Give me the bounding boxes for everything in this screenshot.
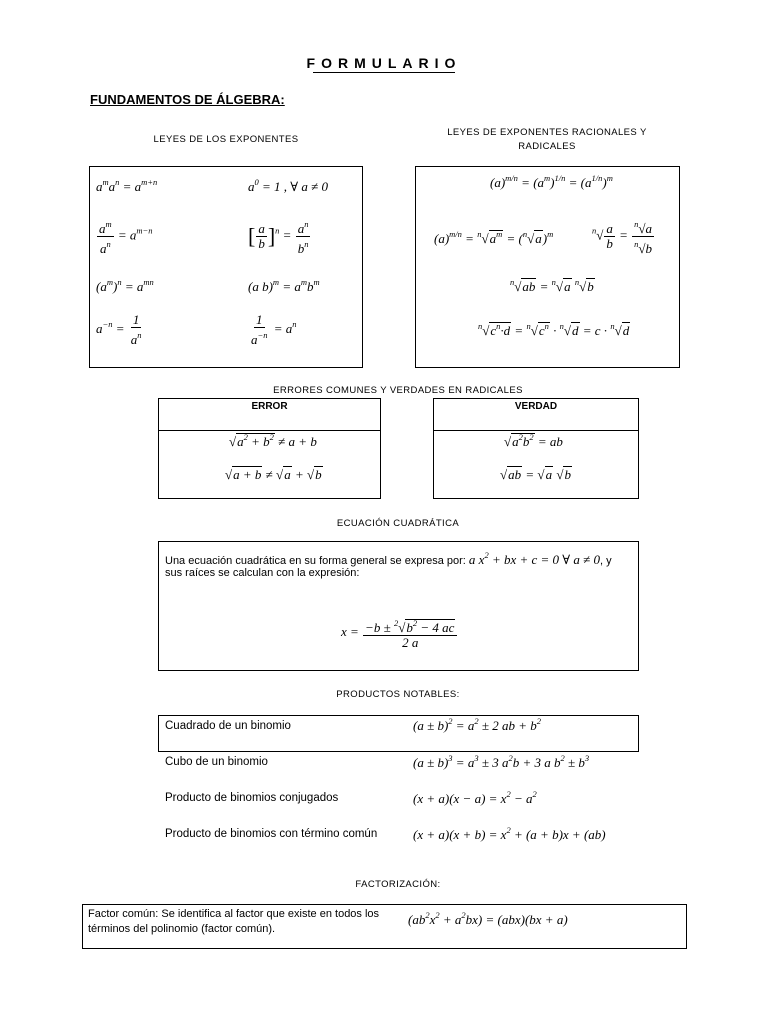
- formula-conjugados: $(x + a)(x - a) = x^2 - a^2$: [413, 789, 537, 806]
- producto-label-termino-comun: Producto de binomios con término común: [165, 828, 378, 840]
- error-root-of-sum: √a + b ≠ √a + √b: [225, 467, 322, 482]
- law-quotient-of-powers: $\frac{a^m}{a^n}$ = $a^{m-n}$: [99, 219, 153, 256]
- caption-factorizacion: FACTORIZACIÓN:: [355, 879, 441, 890]
- law-zero-exponent: $a^0 = 1$ , ∀ a ≠ 0: [248, 177, 329, 194]
- verdad-product-of-squares: $√a^2b^2$ = ab: [504, 432, 563, 449]
- producto-label-conjugados: Producto de binomios conjugados: [165, 792, 339, 804]
- formula-cuadrado-binomio: $(a \pm b)^2 = a^2 \pm 2$ ab + $b^2$: [413, 716, 541, 733]
- quadratic-text-2: sus raíces se calculan con la expresión:: [165, 567, 360, 579]
- error-sum-of-squares: $√a^2 + b^2 \ne a + b$: [229, 432, 317, 449]
- law-product-of-powers: $a^ma^n = a^{m+n}$: [96, 177, 158, 194]
- producto-label-cuadrado: Cuadrado de un binomio: [165, 720, 291, 732]
- quadratic-general-form: a $x^2$ + bx + c = 0 ∀ a ≠ 0: [468, 550, 601, 567]
- caption-leyes-racionales-2: RADICALES: [518, 141, 576, 152]
- quadratic-text-1-main: Una ecuación cuadrática en su forma general se expresa por:: [165, 555, 466, 567]
- formula-factor-comun: $(ab^2x^2 + a^2bx) = (abx)(bx + a)$: [408, 910, 568, 927]
- verdad-root-of-product: √ab = √a √b: [500, 467, 571, 482]
- caption-leyes-racionales-1: LEYES DE EXPONENTES RACIONALES Y: [447, 127, 647, 138]
- producto-label-cubo: Cubo de un binomio: [165, 756, 268, 768]
- factorizacion-text-1: Factor común: Se identifica al factor que existe en todos los: [88, 908, 380, 920]
- law-root-of-product: $^n$√ab = $^n$√a $^n$√b: [510, 277, 594, 294]
- title-underline: [313, 72, 455, 73]
- error-header: ERROR: [251, 401, 288, 412]
- error-header-divider: [159, 430, 380, 431]
- exponent-laws-box: [89, 166, 363, 368]
- verdad-table: [433, 398, 639, 499]
- law-root-of-quotient: $^n$√ $\frac{a}{b}$ = $\frac{^n√a}{^n√b}$: [592, 219, 653, 256]
- factorizacion-text-2: términos del polinomio (factor común).: [88, 923, 276, 935]
- radical-laws-box: [415, 166, 680, 368]
- law-power-of-product: (a $b)^m = a^mb^m$: [248, 277, 320, 294]
- verdad-header-divider: [434, 430, 638, 431]
- law-root-of-product-extended: $^n√c^n\cdot d = ^n√c^n \cdot ^n√d = c \cdot ^n√d$: [478, 321, 630, 338]
- law-rational-radical: $(a)^{m/n} = ^n√a^m = (^n√a)^m$: [434, 229, 554, 246]
- quadratic-formula: x = $\frac{-b \pm ^2√b^2 - 4 ac}{2 a}$: [341, 616, 458, 650]
- quadratic-box: [158, 541, 639, 671]
- law-negative-exponent: $a^{-n}$ = $\frac{1}{a^n}$: [96, 312, 142, 347]
- caption-leyes-exponentes: LEYES DE LOS EXPONENTES: [153, 134, 299, 145]
- factorizacion-box: [82, 904, 687, 949]
- section-heading: FUNDAMENTOS DE ÁLGEBRA:: [90, 92, 285, 107]
- quadratic-text-1-tail: , y: [600, 555, 612, 567]
- law-rational-exponent: $(a)^{m/n} = (a^m)^{1/n} = (a^{1/n})^m$: [490, 173, 613, 190]
- page-title: FORMULARIO: [306, 55, 462, 71]
- error-table: [158, 398, 381, 499]
- caption-cuadratica: ECUACIÓN CUADRÁTICA: [336, 518, 460, 529]
- caption-errores: ERRORES COMUNES Y VERDADES EN RADICALES: [273, 385, 523, 396]
- verdad-header: VERDAD: [514, 401, 558, 412]
- formula-termino-comun: $(x + a)(x + b) = x^2 + (a + b)x + (ab)$: [413, 825, 606, 842]
- formula-cubo-binomio: $(a \pm b)^3 = a^3 \pm 3$ $a^2b + 3$ a $b^2 \pm b^3$: [413, 753, 590, 770]
- caption-productos: PRODUCTOS NOTABLES:: [336, 689, 460, 700]
- law-power-of-power: $(a^m)^n = a^{mn}$: [96, 277, 154, 294]
- law-negative-exponent-inverse: $\frac{1}{a^{-n}}$ = $a^n$: [251, 312, 297, 347]
- law-power-of-quotient: [ $\frac{a}{b}$ ]$^n$ = $\frac{a^n}{b^n}$: [248, 219, 309, 256]
